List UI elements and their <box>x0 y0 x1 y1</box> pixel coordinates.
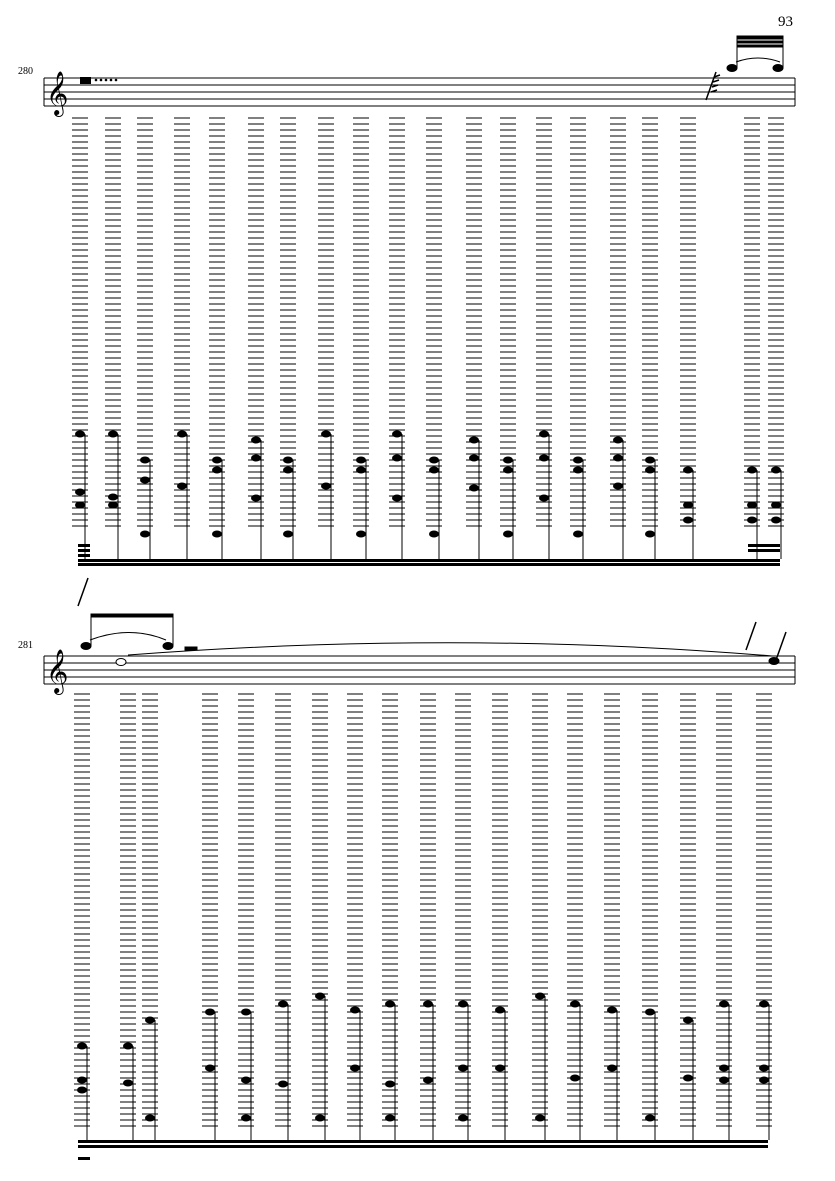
ledger-column-280 <box>105 118 121 559</box>
ledger-column-280 <box>389 118 405 559</box>
ledger-column-281 <box>347 694 363 1140</box>
ledger-column-281 <box>680 694 696 1140</box>
ledger-column-281 <box>604 694 620 1140</box>
ledger-column-281 <box>642 694 658 1140</box>
ledger-column-280 <box>72 118 88 559</box>
measure-number-281: 281 <box>18 640 33 651</box>
measure-number-280: 280 <box>18 66 33 77</box>
ledger-column-281 <box>120 694 136 1140</box>
tremolo-slash-icon <box>78 578 786 660</box>
notes-281-top <box>81 614 779 666</box>
beams-280 <box>78 544 780 566</box>
ledger-column-280 <box>466 118 482 559</box>
tremolo-slash-icon <box>706 72 720 100</box>
ledger-column-281 <box>238 694 254 1140</box>
ledger-column-280 <box>209 118 225 559</box>
ledger-column-280 <box>353 118 369 559</box>
ledger-column-281 <box>420 694 436 1140</box>
ledger-column-281 <box>142 694 158 1140</box>
ledger-column-280 <box>318 118 334 559</box>
ledger-column-281 <box>532 694 548 1140</box>
ledger-column-280 <box>536 118 552 559</box>
ledger-column-280 <box>570 118 586 559</box>
grace-notes-end-280 <box>727 36 783 72</box>
ledger-column-281 <box>202 694 218 1140</box>
ledger-column-280 <box>426 118 442 559</box>
treble-clef-icon: 𝄞 <box>46 71 69 115</box>
ledger-column-281 <box>567 694 583 1140</box>
page-number: 93 <box>778 14 793 30</box>
ledger-column-280 <box>280 118 296 559</box>
ledger-column-280 <box>768 118 784 559</box>
ledger-column-281 <box>382 694 398 1140</box>
ledger-column-280 <box>137 118 153 559</box>
treble-clef-icon: 𝄞 <box>46 649 69 693</box>
breve-note <box>80 77 91 84</box>
ledger-column-281 <box>312 694 328 1140</box>
ledger-column-281 <box>455 694 471 1140</box>
ledger-column-280 <box>500 118 516 559</box>
ledger-column-280 <box>248 118 264 559</box>
staff-system-280 <box>44 78 795 106</box>
ledger-column-280 <box>174 118 190 559</box>
ledger-column-280 <box>642 118 658 559</box>
ledger-column-281 <box>492 694 508 1140</box>
staff-system-281 <box>44 656 795 684</box>
ledger-column-281 <box>716 694 732 1140</box>
ledger-column-281 <box>74 694 90 1140</box>
ledger-column-280 <box>744 118 760 559</box>
beams-281 <box>78 1140 768 1160</box>
augmentation-dots <box>95 79 118 82</box>
ledger-column-280 <box>680 118 696 559</box>
ledger-column-281 <box>756 694 772 1140</box>
ledger-column-280 <box>610 118 626 559</box>
ledger-column-281 <box>275 694 291 1140</box>
